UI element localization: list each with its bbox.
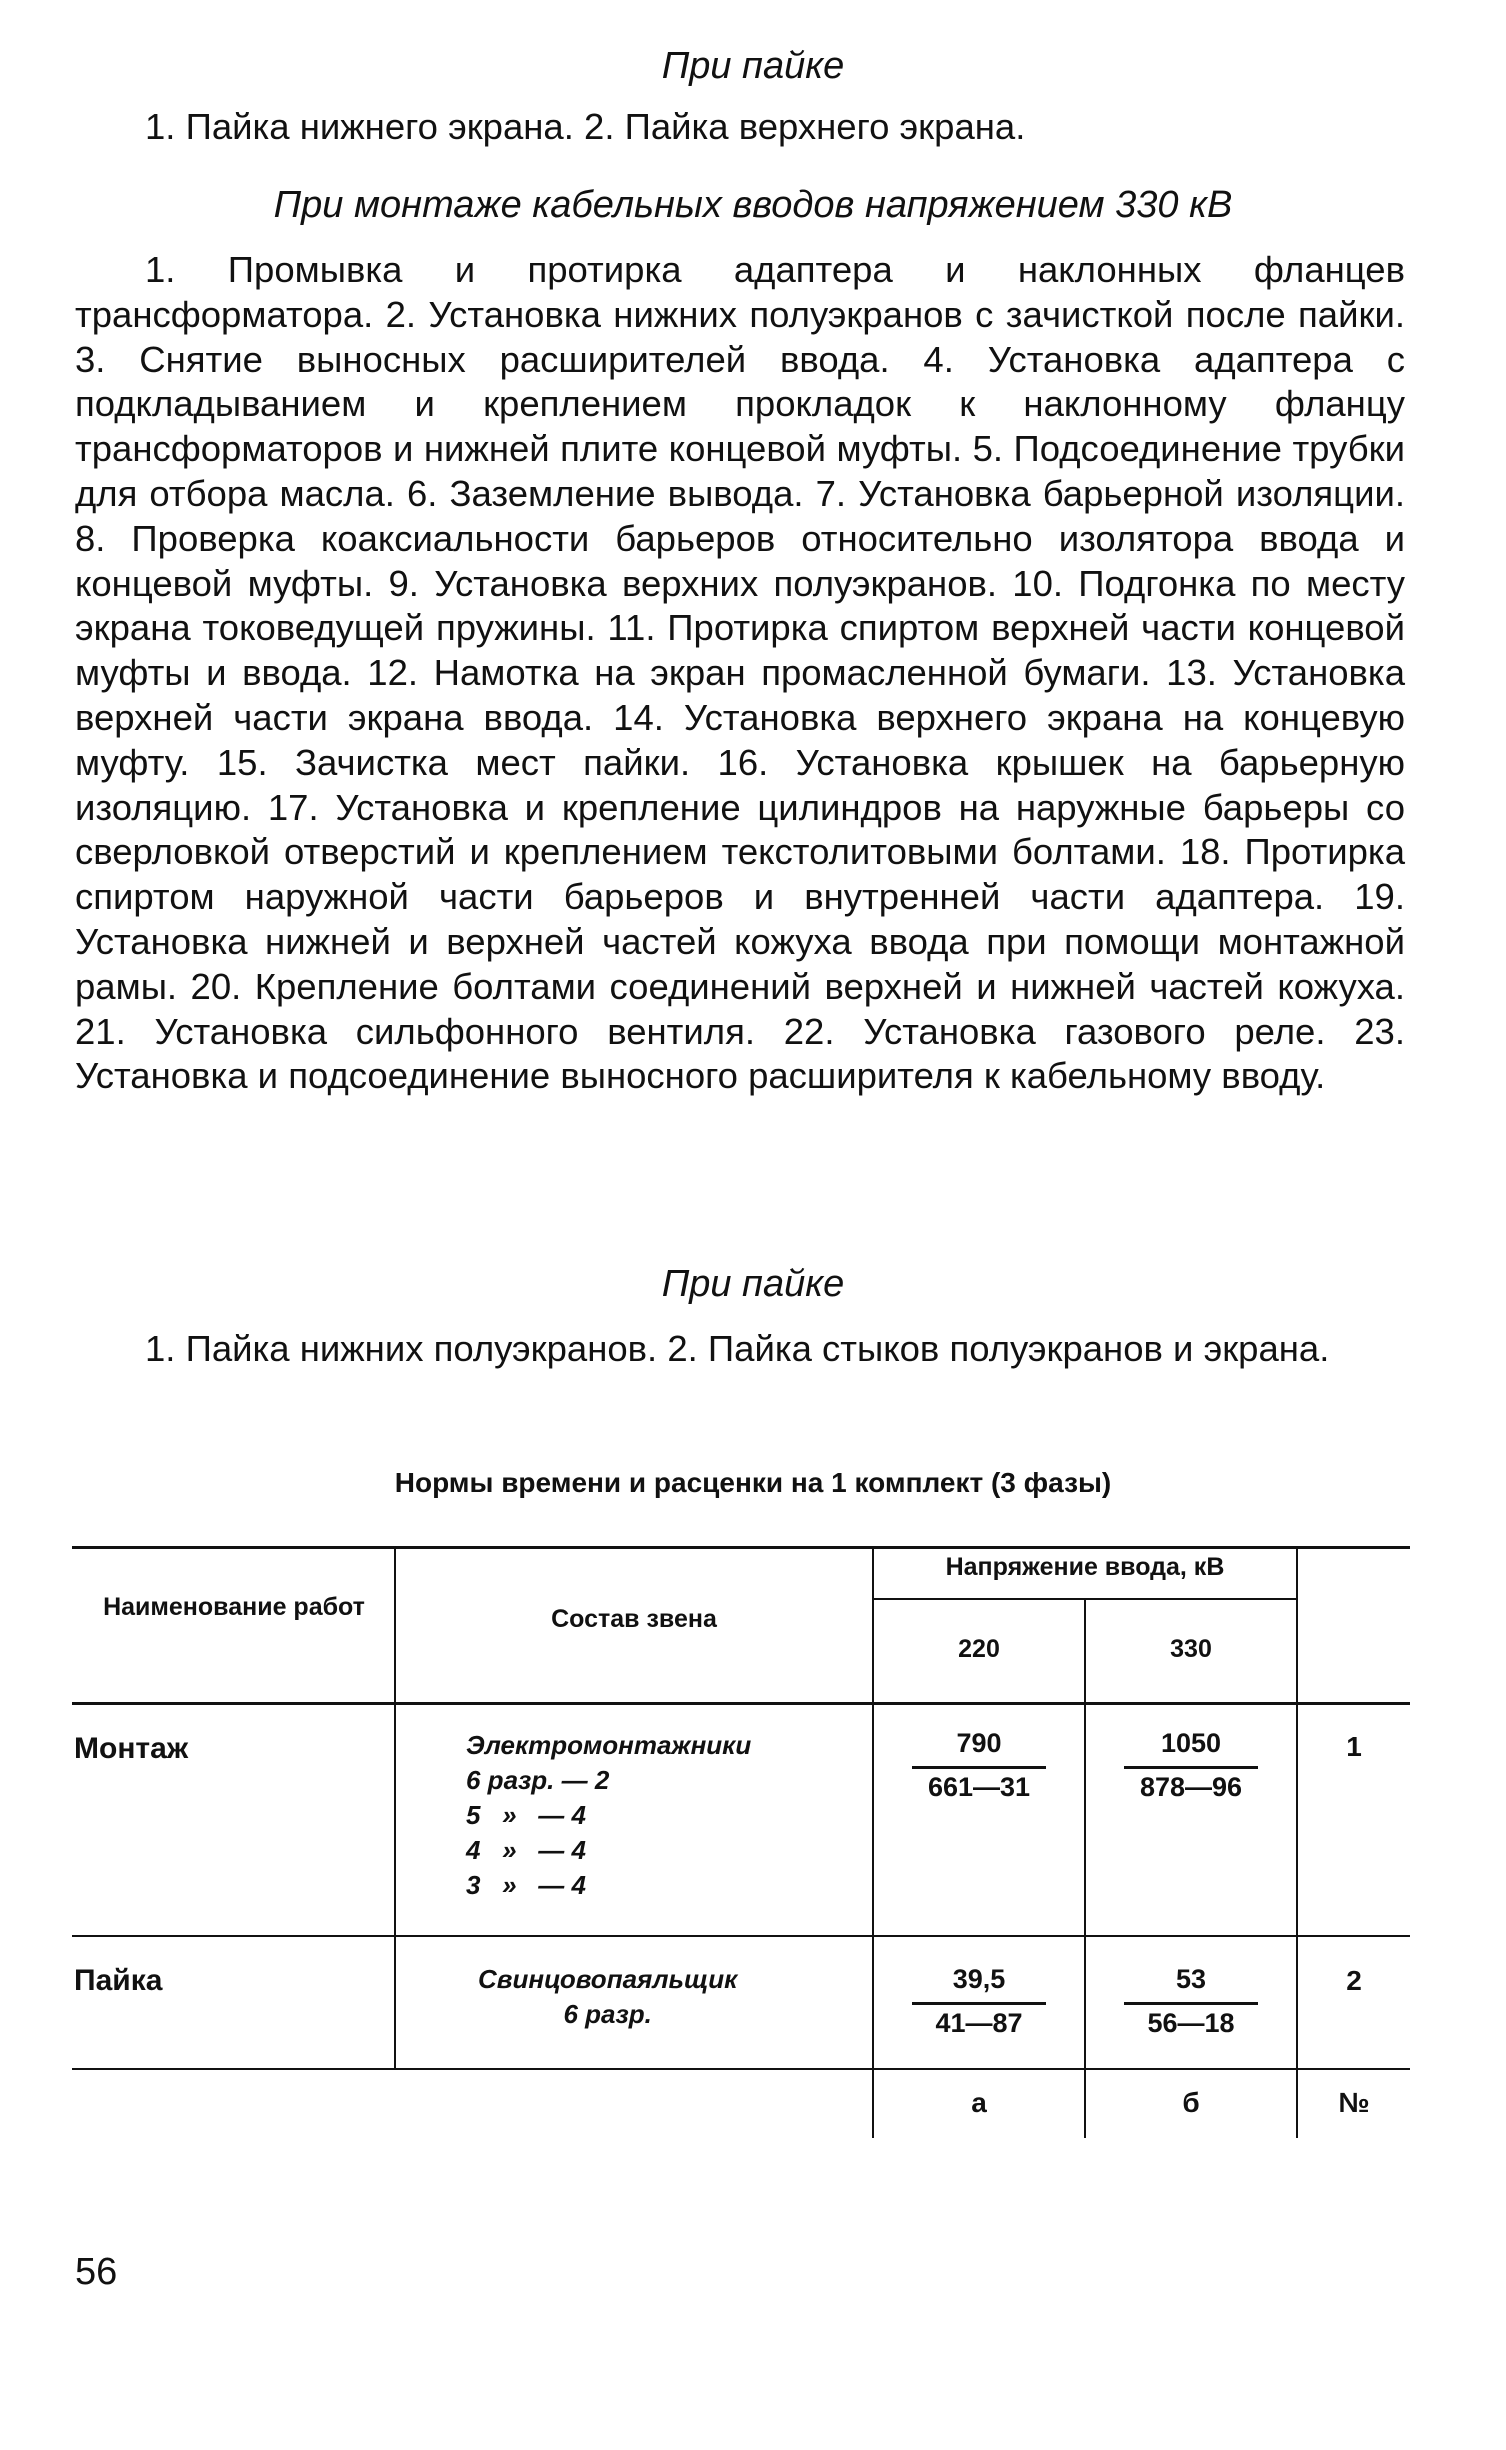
header-voltage: Напряжение ввода, кВ <box>945 1553 1225 1581</box>
row-work-name: Пайка <box>74 1964 163 1997</box>
row-crew-composition: Электромонтажники 6 разр. — 2 5 » — 4 4 » — 4 3 » — 4 <box>466 1730 752 1900</box>
row-divider-rule <box>72 1935 1410 1937</box>
rate-value: 878—96 <box>1139 1772 1243 1802</box>
header-bottom-rule <box>72 1702 1410 1705</box>
row-number: 2 <box>1346 1965 1362 1996</box>
rate-value: 56—18 <box>1147 2008 1235 2038</box>
footer-col-num: № <box>1338 2087 1370 2118</box>
header-330: 330 <box>1170 1635 1212 1663</box>
paragraph-text: 1. Пайка нижнего экрана. 2. Пайка верхнего экрана. <box>145 106 1026 147</box>
row-number: 1 <box>1346 1731 1362 1762</box>
row-work-name: Монтаж <box>74 1732 189 1765</box>
section-heading: При пайке <box>661 1263 845 1305</box>
paragraph-text: 1. Пайка нижних полуэкранов. 2. Пайка стыков полуэкранов и экрана. <box>145 1328 1330 1369</box>
section-paragraph <box>75 248 1405 1099</box>
fraction-bar <box>912 1766 1046 1769</box>
col-rule-3 <box>1084 1598 1086 2138</box>
table-top-rule <box>72 1546 1410 1549</box>
section-paragraph <box>75 105 1405 150</box>
section-heading: При пайке <box>661 45 845 87</box>
footer-col-b: б <box>1182 2087 1200 2118</box>
footer-col-a: а <box>971 2087 987 2118</box>
page-number: 56 <box>75 2251 118 2293</box>
rate-value: 41—87 <box>935 2008 1023 2038</box>
norm-value: 1050 <box>1160 1728 1222 1758</box>
section-heading: При монтаже кабельных вводов напряжением 330 кВ <box>273 184 1233 226</box>
norm-value: 790 <box>956 1728 1002 1758</box>
section-paragraph <box>75 1327 1405 1372</box>
norm-value: 39,5 <box>952 1964 1006 1994</box>
fraction-bar <box>1124 2002 1258 2005</box>
paragraph-text: 1. Промывка и протирка адаптера и наклонных фланцев трансформатора. 2. Установка нижних полуэкранов с зачисткой после пайки. 3. Снятие выносных расширителей ввода. 4. Установка адаптера с подкладыванием и креплением прокладок к наклонному фланцу трансформаторов и нижней плите концевой муфты. 5. Подсоединение трубки для отбора масла. 6. Заземление вывода. 7. Установка барьерной изоляции. 8. Проверка коаксиальности барьеров относительно изолятора ввода и концевой муфты. 9. Установка верхних полуэкранов. 10. Подгонка по месту экрана токоведущей пружины. 11. Протирка спиртом верхней части концевой муфты и ввода. 12. Намотка на экран промасленной бумаги. 13. Установка верхней части экрана ввода. 14. Установка верхнего экрана на концевую муфту. 15. Зачистка мест пайки. 16. Установка крышек на барьерную изоляцию. 17. Установка и крепление цилиндров на наружные барьеры со сверловкой отверстий и креплением текстолитовыми болтами. 18. Протирка спиртом наружной части барьеров и внутренней части адаптера. 19. Установка нижней и верхней частей кожуха ввода при помощи монтажной рамы. 20. Крепление болтами соединений верхней и нижней частей кожуха. 21. Установка сильфонного вентиля. 22. Установка газового реле. 23. Установка и подсоединение выносного расширителя к кабельному вводу. <box>75 249 1405 1097</box>
norm-value: 53 <box>1175 1964 1207 1994</box>
header-crew: Состав звена <box>551 1605 717 1633</box>
header-220: 220 <box>958 1635 1000 1663</box>
rate-value: 661—31 <box>927 1772 1031 1802</box>
table-bottom-rule <box>72 2068 1410 2070</box>
header-work-name: Наименование работ <box>103 1593 365 1621</box>
row-crew-composition: Свинцовопаяльщик 6 разр. <box>478 1964 738 2029</box>
col-rule-4 <box>1296 1546 1298 2138</box>
fraction-bar <box>912 2002 1046 2005</box>
table-title: Нормы времени и расценки на 1 комплект (3 фазы) <box>394 1467 1112 1498</box>
fraction-bar <box>1124 1766 1258 1769</box>
